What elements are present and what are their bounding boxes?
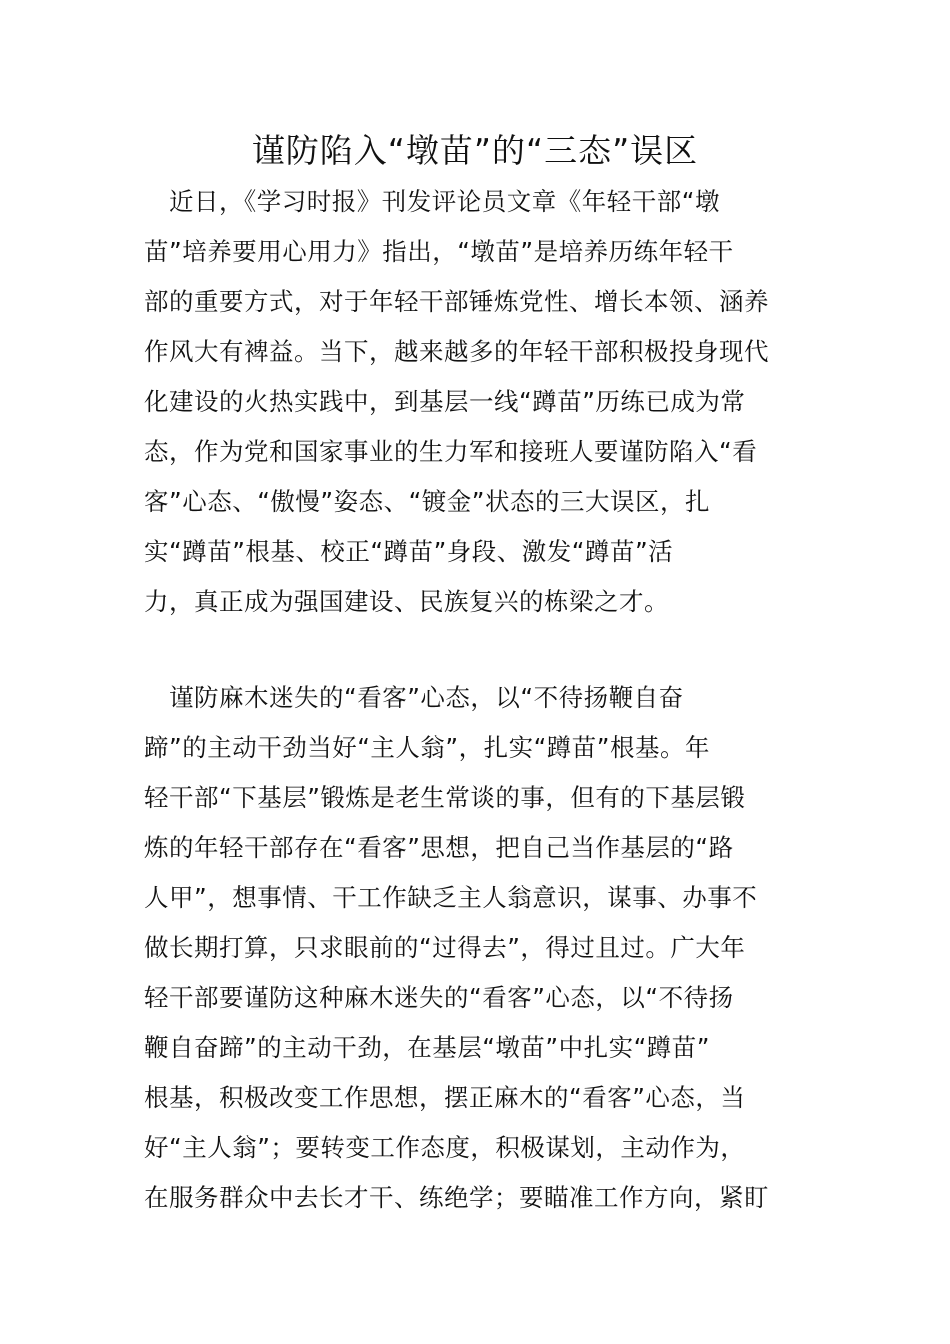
paragraph-line: 力，真正成为强国建设、民族复兴的栋梁之才。 <box>144 587 669 616</box>
paragraph-line: 根基，积极改变工作思想，摆正麻木的“看客”心态，当 <box>144 1083 746 1112</box>
paragraph-line: 谨防麻木迷失的“看客”心态，以“不待扬鞭自奋 <box>144 683 684 712</box>
paragraph-onlooker-mindset <box>144 673 806 1223</box>
paragraph-line: 苗”培养要用心用力》指出，“墩苗”是培养历练年轻干 <box>144 237 734 266</box>
paragraph-line: 态，作为党和国家事业的生力军和接班人要谨防陷入“看 <box>144 437 758 466</box>
paragraph-line: 部的重要方式，对于年轻干部锤炼党性、增长本领、涵养 <box>144 287 769 316</box>
paragraph-line: 人甲”，想事情、干工作缺乏主人翁意识，谋事、办事不 <box>144 883 758 912</box>
paragraph-line: 在服务群众中去长才干、练绝学；要瞄准工作方向，紧盯 <box>144 1183 769 1212</box>
paragraph-line: 实“蹲苗”根基、校正“蹲苗”身段、激发“蹲苗”活 <box>144 537 674 566</box>
paragraph-line: 作风大有裨益。当下，越来越多的年轻干部积极投身现代 <box>144 337 769 366</box>
paragraph-line: 好“主人翁”；要转变工作态度，积极谋划，主动作为， <box>144 1133 746 1162</box>
paragraph-line: 轻干部要谨防这种麻木迷失的“看客”心态，以“不待扬 <box>144 983 734 1012</box>
paragraph-line: 蹄”的主动干劲当好“主人翁”，扎实“蹲苗”根基。年 <box>144 733 710 762</box>
document-title: 谨防陷入“墩苗”的“三态”误区 <box>251 131 699 170</box>
paragraph-intro <box>144 177 806 627</box>
paragraph-line: 客”心态、“傲慢”姿态、“镀金”状态的三大误区，扎 <box>144 487 710 516</box>
paragraph-line: 轻干部“下基层”锻炼是老生常谈的事，但有的下基层锻 <box>144 783 746 812</box>
paragraph-line: 炼的年轻干部存在“看客”思想，把自己当作基层的“路 <box>144 833 734 862</box>
paragraph-line: 鞭自奋蹄”的主动干劲，在基层“墩苗”中扎实“蹲苗” <box>144 1033 710 1062</box>
paragraph-line: 做长期打算，只求眼前的“过得去”，得过且过。广大年 <box>144 933 746 962</box>
paragraph-line: 近日，《学习时报》刊发评论员文章《年轻干部“墩 <box>144 187 720 216</box>
paragraph-line: 化建设的火热实践中，到基层一线“蹲苗”历练已成为常 <box>144 387 746 416</box>
